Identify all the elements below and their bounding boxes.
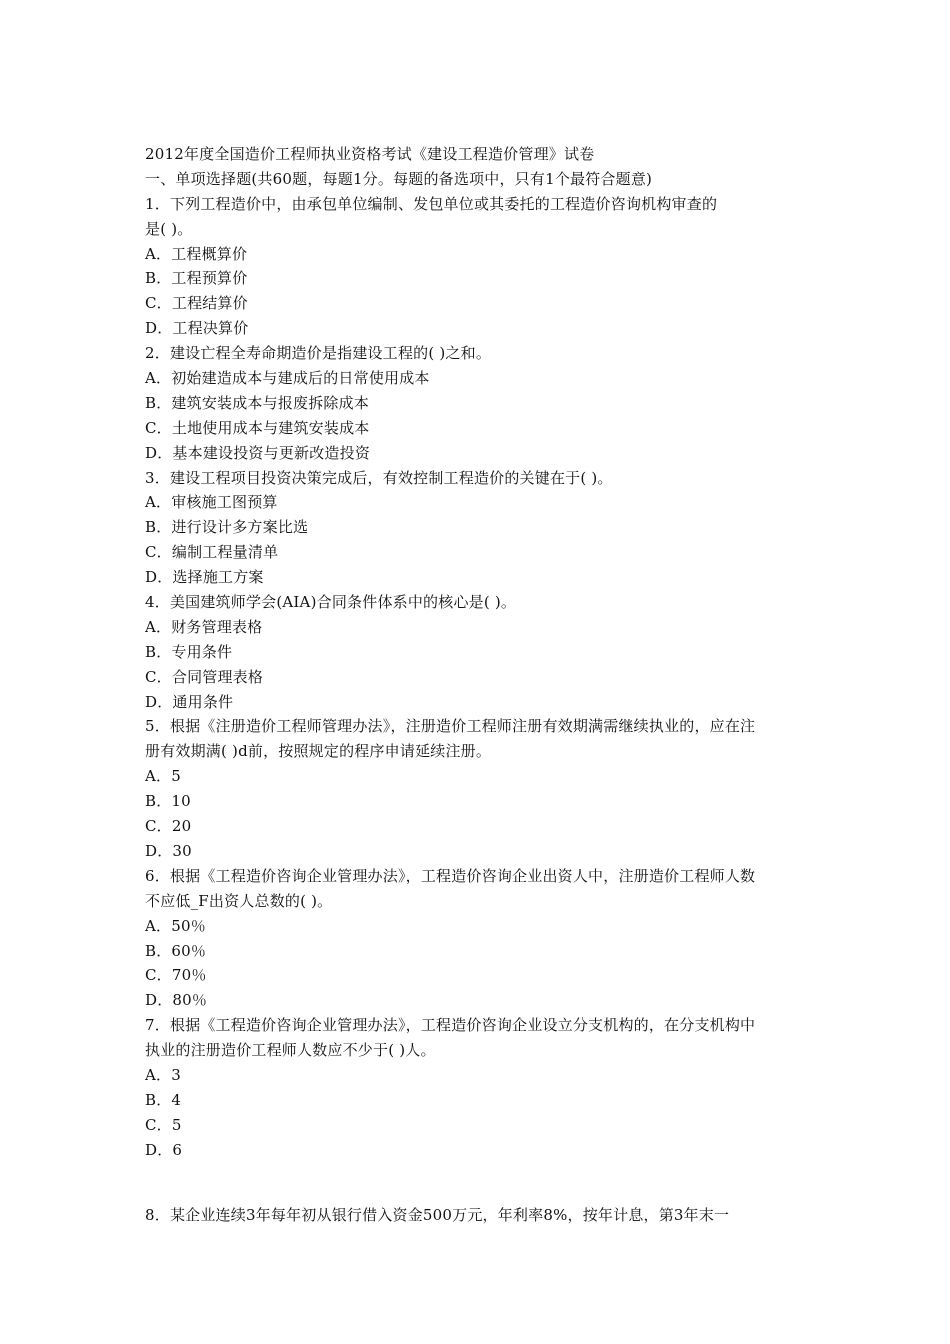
section-heading: 一、单项选择题(共60题，每题1分。每题的备选项中，只有1个最符合题意) — [145, 169, 653, 188]
question-stem-line: 是( )。 — [145, 219, 193, 238]
answer-option: D．选择施工方案 — [145, 568, 264, 587]
question-stem-line: 6．根据《工程造价咨询企业管理办法》，工程造价咨询企业出资人中，注册造价工程师人数 — [145, 866, 756, 885]
answer-option: A．初始建造成本与建成后的日常使用成本 — [145, 369, 430, 388]
question-block — [145, 341, 817, 465]
question-block — [145, 714, 817, 863]
question-block — [145, 590, 817, 714]
question-block — [145, 466, 817, 590]
question-stem-line: 4．美国建筑师学会(AIA)合同条件体系中的核心是( )。 — [145, 593, 517, 612]
answer-option: B．60％ — [145, 941, 207, 960]
answer-option: B．4 — [145, 1090, 182, 1109]
answer-option: C．合同管理表格 — [145, 667, 264, 686]
question-stem-line: 8．某企业连续3年每年初从银行借入资金500万元，年利率8%，按年计息，第3年末一 — [145, 1205, 730, 1224]
answer-option: B．建筑安装成本与报废拆除成本 — [145, 393, 370, 412]
question-block — [145, 192, 817, 341]
answer-option: C．5 — [145, 1115, 182, 1134]
answer-option: A．5 — [145, 767, 181, 786]
question-stem-line: 5．根据《注册造价工程师管理办法》，注册造价工程师注册有效期满需继续执业的，应在注 — [145, 717, 756, 736]
answer-option: C．编制工程量清单 — [145, 543, 279, 562]
answer-option: D．6 — [145, 1140, 183, 1159]
question-stem-line: 2．建设亡程全寿命期造价是指建设工程的( )之和。 — [145, 344, 492, 363]
document-content — [145, 142, 817, 1227]
answer-option: A．工程概算价 — [145, 244, 248, 263]
answer-option: C．土地使用成本与建筑安装成本 — [145, 418, 370, 437]
answer-option: D．30 — [145, 841, 192, 860]
question-stem-line: 7．根据《工程造价咨询企业管理办法》，工程造价咨询企业设立分支机构的，在分支机构中 — [145, 1016, 756, 1035]
answer-option: D．80％ — [145, 991, 208, 1010]
answer-option: B．进行设计多方案比选 — [145, 518, 309, 537]
answer-option: A．审核施工图预算 — [145, 493, 278, 512]
answer-option: B．10 — [145, 792, 191, 811]
page-gap — [145, 1163, 817, 1203]
question-stem-line: 3．建设工程项目投资决策完成后，有效控制工程造价的关键在于( )。 — [145, 468, 613, 487]
answer-option: C．20 — [145, 817, 192, 836]
answer-option: C．70％ — [145, 966, 207, 985]
answer-option: D．工程决算价 — [145, 319, 249, 338]
answer-option: D．基本建设投资与更新改造投资 — [145, 443, 371, 462]
question-block — [145, 1013, 817, 1162]
question-stem-line: 执业的注册造价工程师人数应不少于( )人。 — [145, 1041, 436, 1060]
question-block — [145, 864, 817, 1013]
answer-option: A．50％ — [145, 916, 206, 935]
answer-option: B．工程预算价 — [145, 269, 248, 288]
answer-option: A．财务管理表格 — [145, 617, 263, 636]
question-stem-line: 1．下列工程造价中，由承包单位编制、发包单位或其委托的工程造价咨询机构审查的 — [145, 194, 718, 213]
question-list — [145, 192, 817, 1163]
answer-option: D．通用条件 — [145, 692, 234, 711]
answer-option: A．3 — [145, 1065, 181, 1084]
document-title: 2012年度全国造价工程师执业资格考试《建设工程造价管理》试卷 — [145, 145, 595, 163]
answer-option: C．工程结算价 — [145, 294, 248, 313]
question-stem-line: 不应低_F出资人总数的( )。 — [145, 891, 333, 910]
answer-option: B．专用条件 — [145, 642, 233, 661]
question-stem-line: 册有效期满( )d前，按照规定的程序申请延续注册。 — [145, 742, 492, 761]
